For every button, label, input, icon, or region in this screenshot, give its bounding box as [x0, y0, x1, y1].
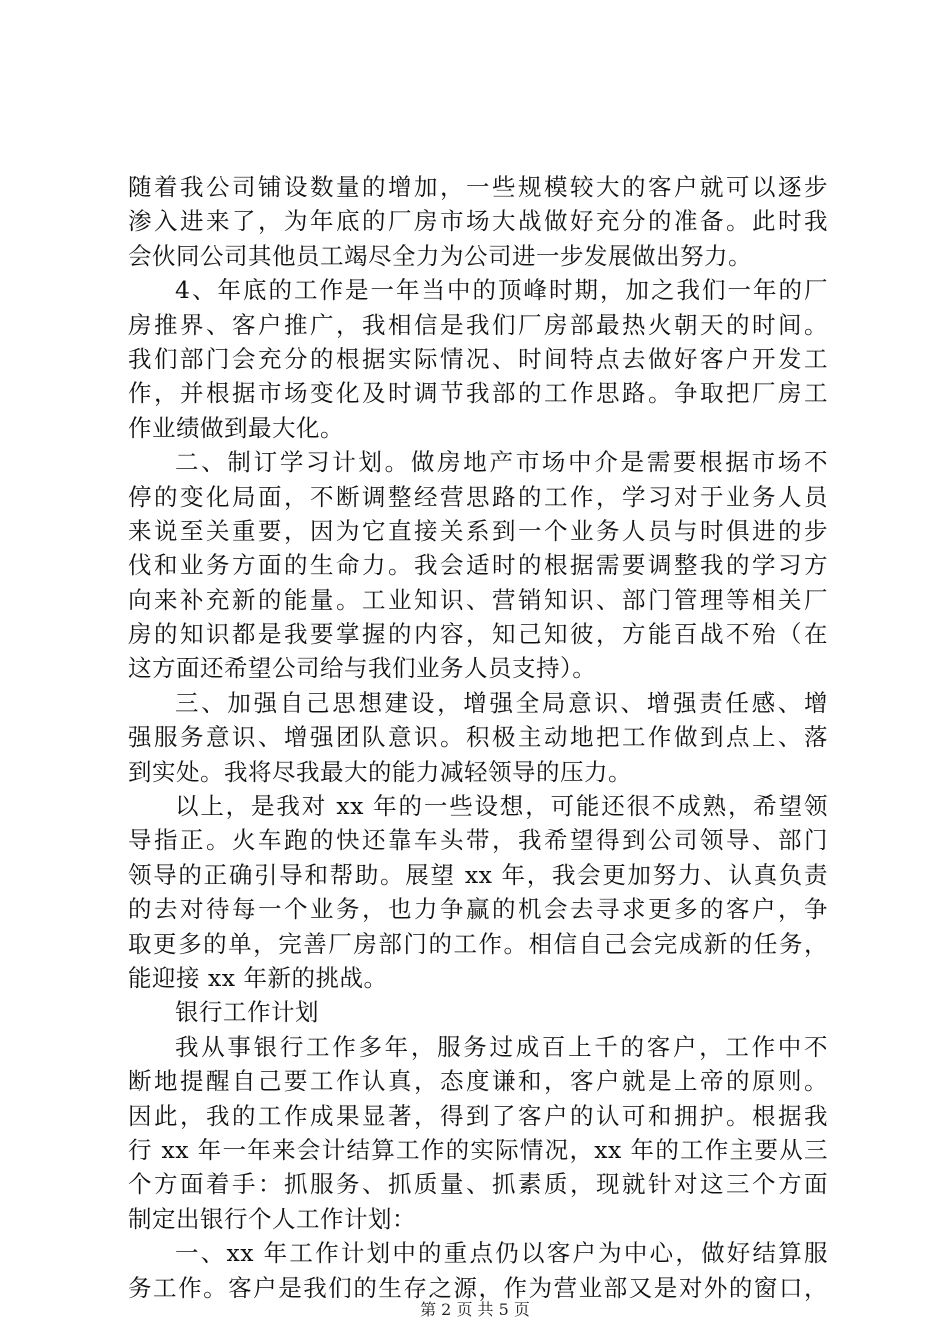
text-line: 会伙同公司其他员工竭尽全力为公司进一步发展做出努力。 — [128, 241, 752, 270]
text-line: 停的变化局面，不断调整经营思路的工作，学习对于业务人员 — [128, 482, 828, 511]
text-line: 断地提醒自己要工作认真，态度谦和，客户就是上帝的原则。 — [128, 1067, 828, 1096]
text-line: 房的知识都是我要掌握的内容，知己知彼，方能百战不殆（在 — [128, 620, 828, 649]
text-line: 的去对待每一个业务，也力争赢的机会去寻求更多的客户，争 — [128, 895, 828, 924]
text-line: 制定出银行个人工作计划： — [128, 1204, 416, 1233]
text-line: 4、年底的工作是一年当中的顶峰时期，加之我们一年的厂 — [175, 276, 828, 305]
text-line: 务工作。客户是我们的生存之源，作为营业部又是对外的窗口， — [128, 1273, 828, 1302]
text-line: 二、制订学习计划。做房地产市场中介是需要根据市场不 — [175, 448, 828, 477]
text-line: 向来补充新的能量。工业知识、营销知识、部门管理等相关厂 — [128, 585, 828, 614]
text-line: 这方面还希望公司给与我们业务人员支持）。 — [128, 654, 597, 683]
text-line: 因此，我的工作成果显著，得到了客户的认可和拥护。根据我 — [128, 1101, 828, 1130]
text-line: 三、加强自己思想建设，增强全局意识、增强责任感、增 — [175, 688, 828, 717]
text-line: 我从事银行工作多年，服务过成百上千的客户，工作中不 — [175, 1032, 828, 1061]
text-line: 个方面着手：抓服务、抓质量、抓素质，现就针对这三个方面 — [128, 1170, 828, 1199]
section-heading: 银行工作计划 — [175, 998, 319, 1027]
text-line: 取更多的单，完善厂房部门的工作。相信自己会完成新的任务， — [128, 929, 828, 958]
text-line: 随着我公司铺设数量的增加，一些规模较大的客户就可以逐步 — [128, 173, 828, 201]
text-line: 行 xx 年一年来会计结算工作的实际情况，xx 年的工作主要从三 — [128, 1135, 828, 1164]
text-line: 到实处。我将尽我最大的能力减轻领导的压力。 — [128, 757, 632, 786]
text-line: 导指正。火车跑的快还靠车头带，我希望得到公司领导、部门 — [128, 826, 828, 855]
text-line: 来说至关重要，因为它直接关系到一个业务人员与时俱进的步 — [128, 516, 828, 545]
text-line: 领导的正确引导和帮助。展望 xx 年，我会更加努力、认真负责 — [128, 860, 828, 889]
text-line: 一、xx 年工作计划中的重点仍以客户为中心，做好结算服 — [175, 1239, 828, 1268]
document-body — [128, 170, 828, 1305]
text-line: 伐和业务方面的生命力。我会适时的根据需要调整我的学习方 — [128, 551, 828, 580]
text-line: 能迎接 xx 年新的挑战。 — [128, 963, 388, 992]
text-line: 我们部门会充分的根据实际情况、时间特点去做好客户开发工 — [128, 344, 828, 373]
text-line: 作，并根据市场变化及时调节我部的工作思路。争取把厂房工 — [128, 379, 828, 408]
text-line: 作业绩做到最大化。 — [128, 413, 344, 442]
text-line: 渗入进来了，为年底的厂房市场大战做好充分的准备。此时我 — [128, 207, 828, 236]
text-line: 以上，是我对 xx 年的一些设想，可能还很不成熟，希望领 — [175, 792, 828, 821]
text-line: 强服务意识、增强团队意识。积极主动地把工作做到点上、落 — [128, 723, 828, 752]
page-footer: 第 2 页 共 5 页 — [420, 1300, 530, 1319]
text-line: 房推界、客户推广，我相信是我们厂房部最热火朝天的时间。 — [128, 310, 828, 339]
